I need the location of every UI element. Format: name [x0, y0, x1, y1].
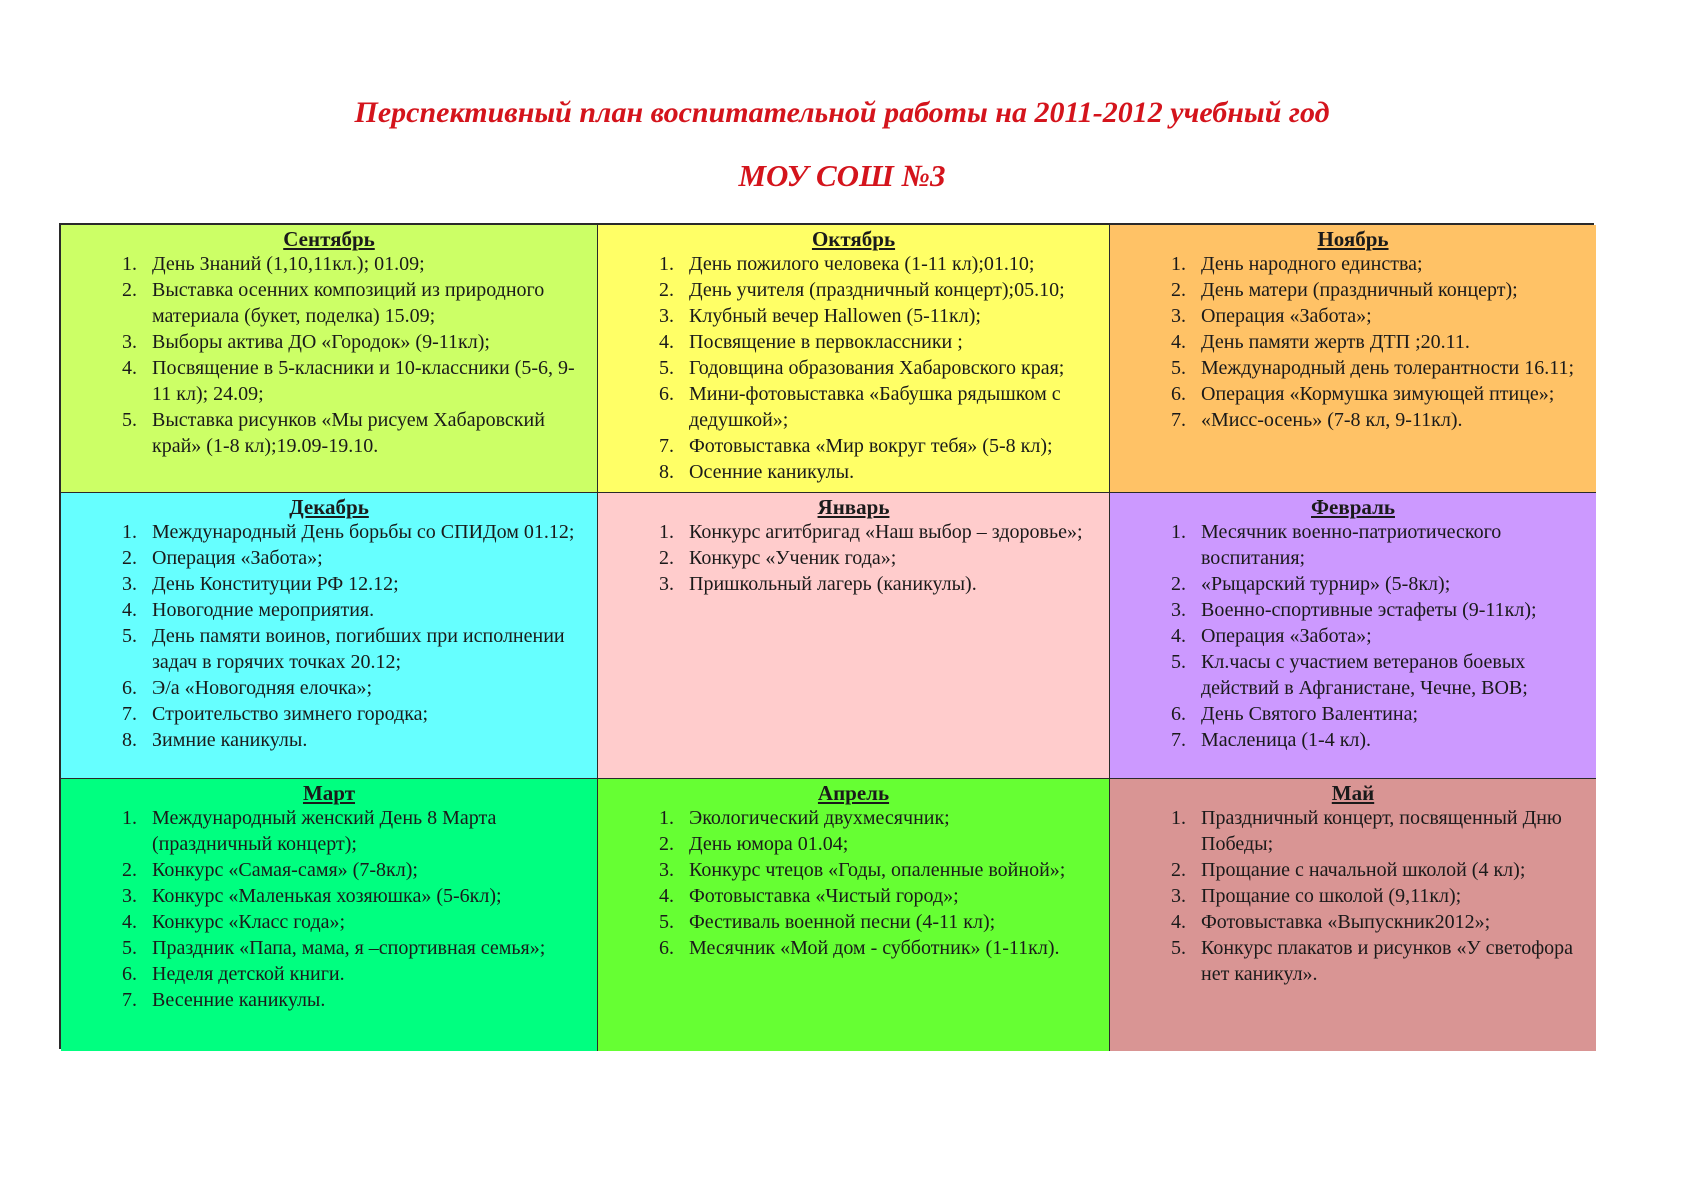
event-list: [69, 519, 589, 753]
month-heading: Январь: [817, 495, 890, 519]
month-heading: Сентябрь: [283, 227, 375, 251]
event-item: 1. День народного единства;: [1191, 251, 1588, 277]
event-item: 8. Зимние каникулы.: [142, 727, 589, 753]
event-item: 1. Месячник военно-патриотического воспитания;: [1191, 519, 1588, 571]
event-item: 6. Неделя детской книги.: [142, 961, 589, 987]
event-item: 5. Фестиваль военной песни (4-11 кл);: [679, 909, 1101, 935]
event-list: [69, 805, 589, 1013]
event-item: 6. Месячник «Мой дом - субботник» (1-11кл).: [679, 935, 1101, 961]
event-item: 4. День памяти жертв ДТП ;20.11.: [1191, 329, 1588, 355]
event-list: [69, 251, 589, 459]
event-item: 3. Прощание со школой (9,11кл);: [1191, 883, 1588, 909]
event-item: 5. Кл.часы с участием ветеранов боевых действий в Афганистане, Чечне, ВОВ;: [1191, 649, 1588, 701]
event-list: [606, 805, 1101, 961]
event-item: 2. День учителя (праздничный концерт);05.10;: [679, 277, 1101, 303]
event-item: 7. «Мисс-осень» (7-8 кл, 9-11кл).: [1191, 407, 1588, 433]
month-cell-april: [598, 779, 1110, 1051]
month-heading: Апрель: [817, 781, 890, 805]
event-item: 1. Конкурс агитбригад «Наш выбор – здоровье»;: [679, 519, 1101, 545]
event-item: 4. Новогодние мероприятия.: [142, 597, 589, 623]
event-item: 3. День Конституции РФ 12.12;: [142, 571, 589, 597]
event-item: 4. Фотовыставка «Чистый город»;: [679, 883, 1101, 909]
event-item: 5. Выставка рисунков «Мы рисуем Хабаровский край» (1-8 кл);19.09-19.10.: [142, 407, 589, 459]
event-item: 2. День матери (праздничный концерт);: [1191, 277, 1588, 303]
month-cell-february: [1110, 493, 1596, 779]
page-title: Перспективный план воспитательной работы на 2011-2012 учебный год: [354, 96, 1330, 129]
month-cell-december: [61, 493, 598, 779]
month-heading: Май: [1331, 781, 1375, 805]
month-cell-october: [598, 225, 1110, 493]
month-cell-march: [61, 779, 598, 1051]
event-item: 1. Международный женский День 8 Марта (праздничный концерт);: [142, 805, 589, 857]
event-item: 7. Весенние каникулы.: [142, 987, 589, 1013]
event-list: [606, 519, 1101, 597]
event-item: 8. Осенние каникулы.: [679, 459, 1101, 485]
month-cell-november: [1110, 225, 1596, 493]
event-item: 3. Выборы актива ДО «Городок» (9-11кл);: [142, 329, 589, 355]
event-item: 5. Конкурс плакатов и рисунков «У светофора нет каникул».: [1191, 935, 1588, 987]
event-item: 1. Экологический двухмесячник;: [679, 805, 1101, 831]
plan-table: [59, 223, 1594, 1049]
month-cell-september: [61, 225, 598, 493]
event-item: 3. Операция «Забота»;: [1191, 303, 1588, 329]
school-name: МОУ СОШ №3: [738, 158, 946, 193]
event-item: 7. Строительство зимнего городка;: [142, 701, 589, 727]
event-item: 5. Международный день толерантности 16.11;: [1191, 355, 1588, 381]
event-item: 5. Годовщина образования Хабаровского края;: [679, 355, 1101, 381]
month-cell-january: [598, 493, 1110, 779]
event-item: 6. День Святого Валентина;: [1191, 701, 1588, 727]
event-item: 5. День памяти воинов, погибших при исполнении задач в горячих точках 20.12;: [142, 623, 589, 675]
event-item: 1. Праздничный концерт, посвященный Дню Победы;: [1191, 805, 1588, 857]
month-cell-may: [1110, 779, 1596, 1051]
event-item: 4. Операция «Забота»;: [1191, 623, 1588, 649]
event-item: 1. День Знаний (1,10,11кл.); 01.09;: [142, 251, 589, 277]
month-heading: Ноябрь: [1317, 227, 1389, 251]
event-item: 6. Э/а «Новогодняя елочка»;: [142, 675, 589, 701]
event-list: [1118, 519, 1588, 753]
month-heading: Декабрь: [289, 495, 369, 519]
month-heading: Февраль: [1311, 495, 1395, 519]
event-item: 6. Операция «Кормушка зимующей птице»;: [1191, 381, 1588, 407]
event-item: 5. Праздник «Папа, мама, я –спортивная семья»;: [142, 935, 589, 961]
event-item: 2. Выставка осенних композиций из природного материала (букет, поделка) 15.09;: [142, 277, 589, 329]
event-item: 3. Пришкольный лагерь (каникулы).: [679, 571, 1101, 597]
event-item: 2. «Рыцарский турнир» (5-8кл);: [1191, 571, 1588, 597]
event-item: 2. Конкурс «Ученик года»;: [679, 545, 1101, 571]
event-list: [1118, 251, 1588, 433]
event-item: 6. Мини-фотовыставка «Бабушка рядышком с дедушкой»;: [679, 381, 1101, 433]
month-heading: Март: [302, 781, 356, 805]
event-item: 1. Международный День борьбы со СПИДом 01.12;: [142, 519, 589, 545]
event-item: 3. Клубный вечер Hallowen (5-11кл);: [679, 303, 1101, 329]
event-item: 7. Фотовыставка «Мир вокруг тебя» (5-8 кл);: [679, 433, 1101, 459]
event-list: [1118, 805, 1588, 987]
event-item: 4. Посвящение в 5-класники и 10-классники (5-6, 9-11 кл); 24.09;: [142, 355, 589, 407]
event-item: 2. Операция «Забота»;: [142, 545, 589, 571]
event-item: 2. Конкурс «Самая-самя» (7-8кл);: [142, 857, 589, 883]
event-item: 4. Посвящение в первоклассники ;: [679, 329, 1101, 355]
month-heading: Октябрь: [811, 227, 896, 251]
event-item: 3. Конкурс «Маленькая хозяюшка» (5-6кл);: [142, 883, 589, 909]
event-item: 4. Фотовыставка «Выпускник2012»;: [1191, 909, 1588, 935]
event-list: [606, 251, 1101, 485]
event-item: 1. День пожилого человека (1-11 кл);01.10;: [679, 251, 1101, 277]
event-item: 4. Конкурс «Класс года»;: [142, 909, 589, 935]
event-item: 3. Конкурс чтецов «Годы, опаленные войной»;: [679, 857, 1101, 883]
event-item: 2. День юмора 01.04;: [679, 831, 1101, 857]
event-item: 7. Масленица (1-4 кл).: [1191, 727, 1588, 753]
event-item: 3. Военно-спортивные эстафеты (9-11кл);: [1191, 597, 1588, 623]
event-item: 2. Прощание с начальной школой (4 кл);: [1191, 857, 1588, 883]
